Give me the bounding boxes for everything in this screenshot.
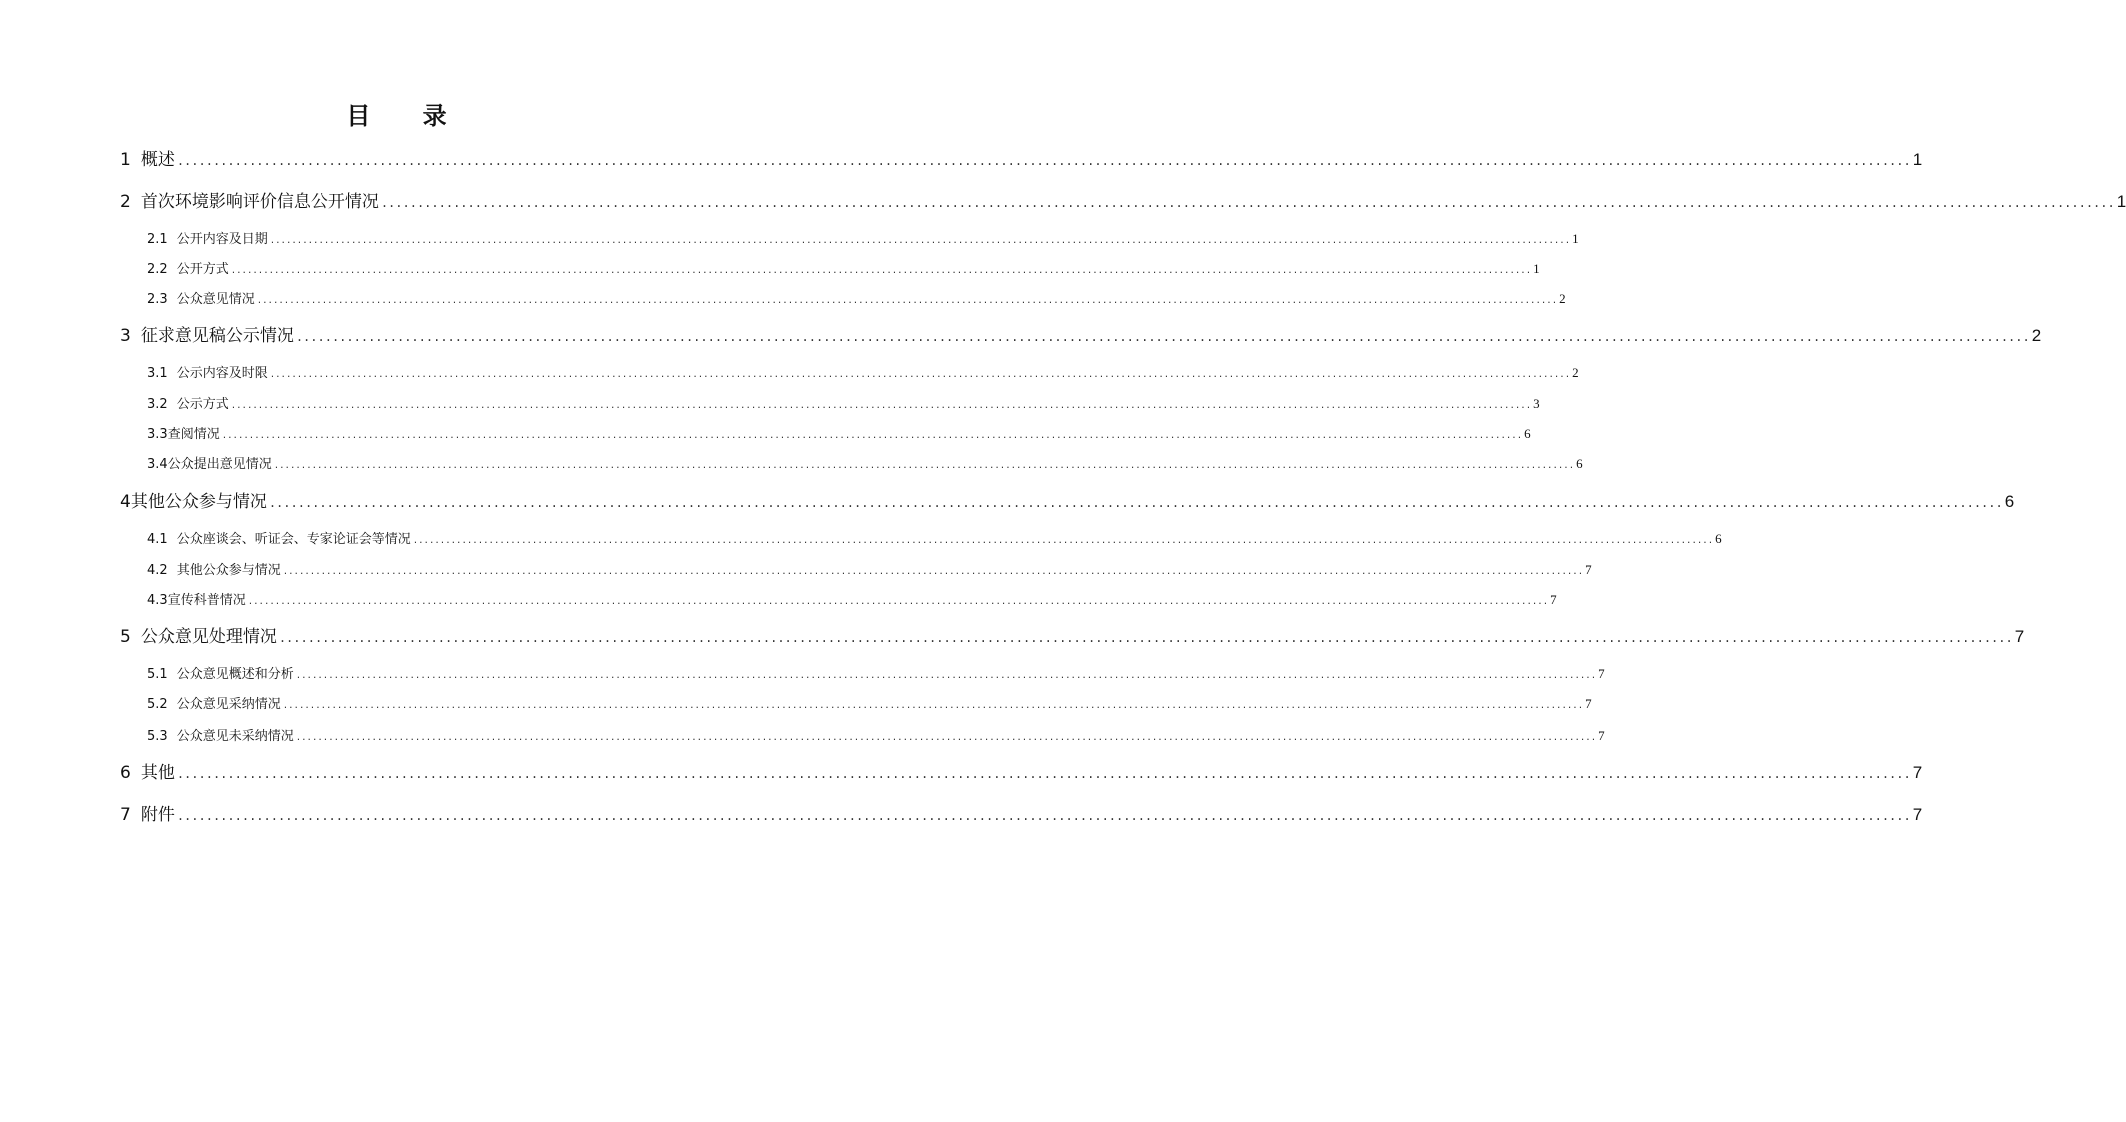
toc-entry-title: 查阅情况 [167,427,220,442]
toc-entry-title: 其他公众参与情况 [130,492,267,512]
toc-entry-title: 公众意见处理情况 [140,627,277,647]
toc-entry-title: 公众意见情况 [176,292,255,307]
toc-leader-dots: ................................................................................................................................................................................................................................................ [295,733,1597,743]
toc-entry-page: 2 [2031,326,2042,345]
toc-entry-page: 1 [1572,231,1579,246]
toc-entry-page: 7 [1598,666,1605,681]
toc-entry-page: 1 [1533,261,1540,276]
toc-entry-3[interactable] [120,323,2042,349]
toc-leader-dots: ................................................................................................................................................................................................................................................ [247,597,1549,607]
toc-leader-dots: ................................................................................................................................................................................................................................................ [295,330,2030,344]
toc-leader-dots: ................................................................................................................................................................................................................................................ [282,701,1584,711]
toc-entry-title: 宣传科普情况 [167,593,246,608]
toc-leader-dots: ................................................................................................................................................................................................................................................ [230,266,1532,276]
toc-leader-dots: ................................................................................................................................................................................................................................................ [412,536,1714,546]
toc-entry-page: 7 [1550,592,1557,607]
toc-entry-4[interactable] [120,489,2015,515]
toc-entry-page: 7 [1912,763,1923,782]
toc-entry-page: 6 [1576,456,1583,471]
toc-leader-dots: ................................................................................................................................................................................................................................................ [268,496,2003,510]
toc-entry-title: 公众意见采纳情况 [176,697,281,712]
toc-entry-title: 公开方式 [176,262,229,277]
toc-entry-2-2[interactable] [147,259,1540,279]
toc-entry-title: 其他 [140,763,175,783]
toc-entry-number: 3.4 [147,457,168,472]
toc-entry-2[interactable] [120,189,2126,215]
toc-leader-dots: ................................................................................................................................................................................................................................................ [278,631,2013,645]
toc-entry-title: 征求意见稿公示情况 [140,326,294,346]
toc-leader-dots: ................................................................................................................................................................................................................................................ [380,196,2115,210]
toc-entry-6[interactable] [120,760,1923,786]
toc-entry-number: 5.2 [147,697,168,712]
toc-entry-title: 公众意见未采纳情况 [176,729,294,744]
toc-entry-page: 7 [2014,627,2025,646]
toc-entry-page: 7 [1912,805,1923,824]
toc-entry-number: 7 [120,805,131,825]
toc-entry-number: 1 [120,150,131,170]
toc-entry-7[interactable] [120,802,1923,828]
toc-entry-5-1[interactable] [147,664,1605,684]
toc-entry-number: 5.1 [147,667,168,682]
toc-entry-2-3[interactable] [147,289,1566,309]
toc-entry-title: 概述 [140,150,175,170]
toc-entry-page: 6 [2004,492,2015,511]
toc-entry-3-3[interactable] [147,424,1531,444]
toc-leader-dots: ................................................................................................................................................................................................................................................ [221,431,1523,441]
toc-entry-number: 5.3 [147,729,168,744]
toc-entry-number: 3.3 [147,427,168,442]
toc-entry-number: 4 [120,492,131,512]
toc-entry-5-2[interactable] [147,694,1592,714]
toc-entry-number: 2 [120,192,131,212]
toc-entry-title: 公示内容及时限 [176,366,268,381]
toc-entry-page: 3 [1533,396,1540,411]
toc-entry-page: 7 [1598,728,1605,743]
toc-entry-title: 公示方式 [176,397,229,412]
toc-leader-dots: ................................................................................................................................................................................................................................................ [269,236,1571,246]
toc-entry-page: 6 [1715,531,1722,546]
toc-entry-5[interactable] [120,624,2025,650]
toc-entry-4-3[interactable] [147,590,1557,610]
toc-leader-dots: ................................................................................................................................................................................................................................................ [282,567,1584,577]
toc-entry-page: 2 [1559,291,1566,306]
toc-leader-dots: ................................................................................................................................................................................................................................................ [295,671,1597,681]
toc-entry-3-2[interactable] [147,394,1540,414]
toc-entry-page: 1 [1912,150,1923,169]
toc-entry-number: 2.3 [147,292,168,307]
toc-entry-page: 7 [1585,696,1592,711]
toc-leader-dots: ................................................................................................................................................................................................................................................ [176,809,1911,823]
toc-entry-page: 1 [2116,192,2126,211]
toc-leader-dots: ................................................................................................................................................................................................................................................ [230,401,1532,411]
page-title: 目 录 [346,102,469,130]
toc-entry-title: 公众提出意见情况 [167,457,272,472]
toc-entry-number: 2.2 [147,262,168,277]
toc-entry-5-3[interactable] [147,726,1605,746]
toc-leader-dots: ................................................................................................................................................................................................................................................ [269,370,1571,380]
toc-entry-number: 3.2 [147,397,168,412]
toc-entry-number: 4.2 [147,563,168,578]
toc-entry-number: 4.3 [147,593,168,608]
toc-entry-number: 2.1 [147,232,168,247]
toc-entry-3-4[interactable] [147,454,1583,474]
toc-entry-page: 2 [1572,365,1579,380]
toc-leader-dots: ................................................................................................................................................................................................................................................ [176,767,1911,781]
toc-entry-number: 3.1 [147,366,168,381]
toc-entry-title: 公开内容及日期 [176,232,268,247]
toc-entry-number: 6 [120,763,131,783]
toc-entry-1[interactable] [120,147,1923,173]
toc-entry-title: 公众座谈会、听证会、专家论证会等情况 [176,532,411,547]
toc-entry-title: 其他公众参与情况 [176,563,281,578]
toc-entry-4-1[interactable] [147,529,1722,549]
toc-entry-2-1[interactable] [147,229,1579,249]
toc-entry-4-2[interactable] [147,560,1592,580]
toc-entry-title: 公众意见概述和分析 [176,667,294,682]
toc-leader-dots: ................................................................................................................................................................................................................................................ [176,154,1911,168]
toc-entry-number: 5 [120,627,131,647]
toc-leader-dots: ................................................................................................................................................................................................................................................ [256,296,1558,306]
toc-entry-number: 4.1 [147,532,168,547]
toc-leader-dots: ................................................................................................................................................................................................................................................ [273,461,1575,471]
toc-entry-title: 首次环境影响评价信息公开情况 [140,192,379,212]
toc-entry-page: 6 [1524,426,1531,441]
toc-entry-title: 附件 [140,805,175,825]
toc-entry-number: 3 [120,326,131,346]
toc-entry-3-1[interactable] [147,363,1579,383]
toc-entry-page: 7 [1585,562,1592,577]
